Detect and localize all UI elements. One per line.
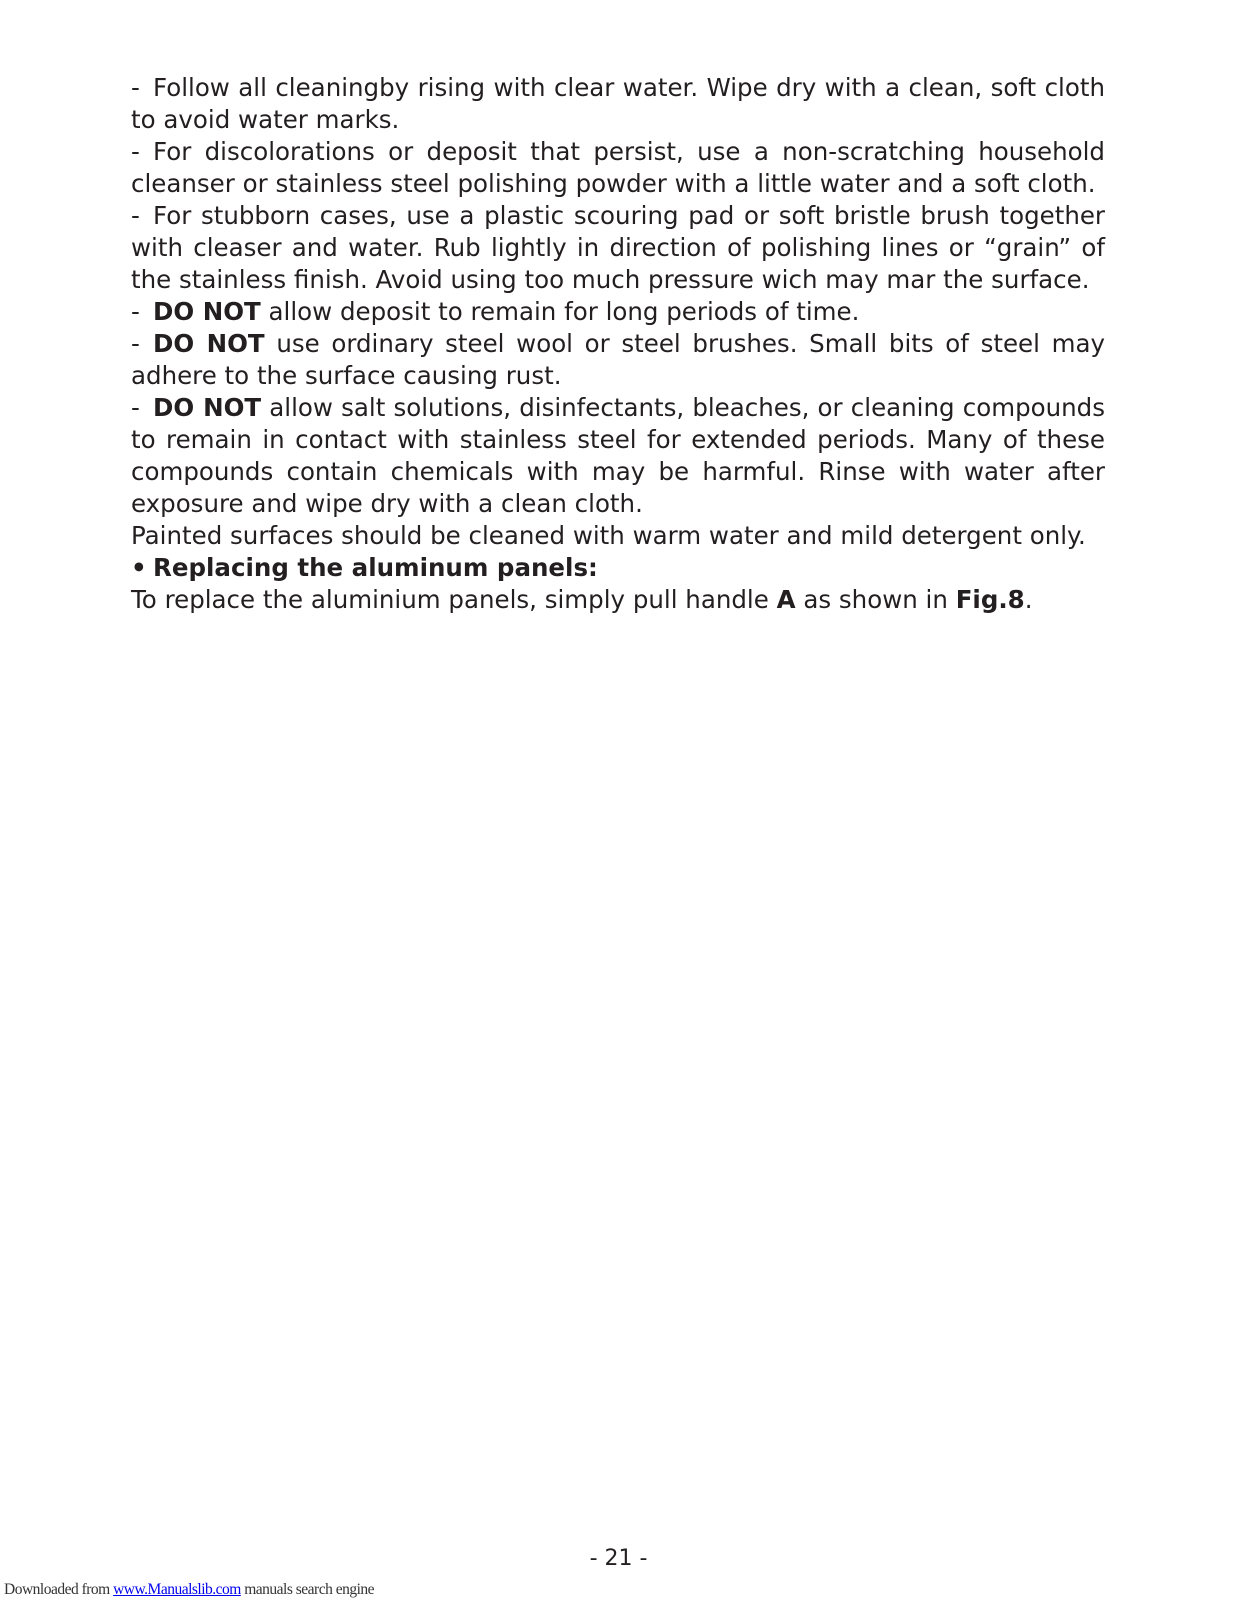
warning-text: allow deposit to remain for long periods of time. <box>260 297 860 326</box>
instruction-text: For stubborn cases, use a plastic scouring pad or soft bristle brush together with cleaser and water. Rub lightly in direction of polishing lines or “grain” of the stainless finish. Avoid using too much pressure wich may mar the surface. <box>131 201 1105 294</box>
download-footer <box>4 1581 374 1599</box>
warning-label: DO NOT <box>153 393 262 422</box>
warning-label: DO NOT <box>153 297 261 326</box>
warning-label: DO NOT <box>153 329 265 358</box>
figure-reference: Fig.8 <box>955 585 1025 614</box>
replace-text-part: . <box>1024 585 1033 614</box>
list-dash: - <box>131 137 140 166</box>
replace-text-part: as shown in <box>795 585 956 614</box>
section-heading-replacing-panels <box>131 552 1105 584</box>
warning-steel-wool <box>131 328 1105 392</box>
footer-suffix: manuals search engine <box>240 1581 375 1598</box>
instruction-text: Follow all cleaningby rising with clear water. Wipe dry with a clean, soft cloth to avoid water marks. <box>131 73 1105 134</box>
list-dash: - <box>131 201 140 230</box>
list-dash: - <box>131 73 140 102</box>
bullet-marker: • <box>131 553 147 582</box>
manualslib-link[interactable]: www.Manualslib.com <box>113 1581 241 1598</box>
page-number: - 21 - <box>589 1546 648 1571</box>
list-dash: - <box>131 297 140 326</box>
list-dash: - <box>131 393 140 422</box>
list-dash: - <box>131 329 140 358</box>
warning-deposit <box>131 296 1105 328</box>
painted-surfaces-note: Painted surfaces should be cleaned with warm water and mild detergent only. <box>131 521 1086 550</box>
handle-label: A <box>776 585 796 614</box>
document-body <box>131 72 1105 616</box>
replace-panels-instruction <box>131 584 1105 616</box>
warning-text: allow salt solutions, disinfectants, bleaches, or cleaning compounds to remain in contact with stainless steel for extended periods. Many of these compounds contain chemicals with may be harmful. Rinse with water after exposure and wipe dry with a clean cloth. <box>131 393 1105 518</box>
instruction-text: For discolorations or deposit that persist, use a non-scratching household cleanser or stainless steel polishing powder with a little water and a soft cloth. <box>131 137 1105 198</box>
warning-chemicals <box>131 392 1105 520</box>
cleaning-instruction-rinse <box>131 72 1105 136</box>
cleaning-instruction-discoloration <box>131 136 1105 200</box>
cleaning-instruction-stubborn <box>131 200 1105 296</box>
section-heading-text: Replacing the aluminum panels: <box>153 553 598 582</box>
replace-text-part: To replace the aluminium panels, simply pull handle <box>131 585 777 614</box>
footer-prefix: Downloaded from <box>4 1581 114 1598</box>
warning-text: use ordinary steel wool or steel brushes. Small bits of steel may adhere to the surface causing rust. <box>131 329 1105 390</box>
